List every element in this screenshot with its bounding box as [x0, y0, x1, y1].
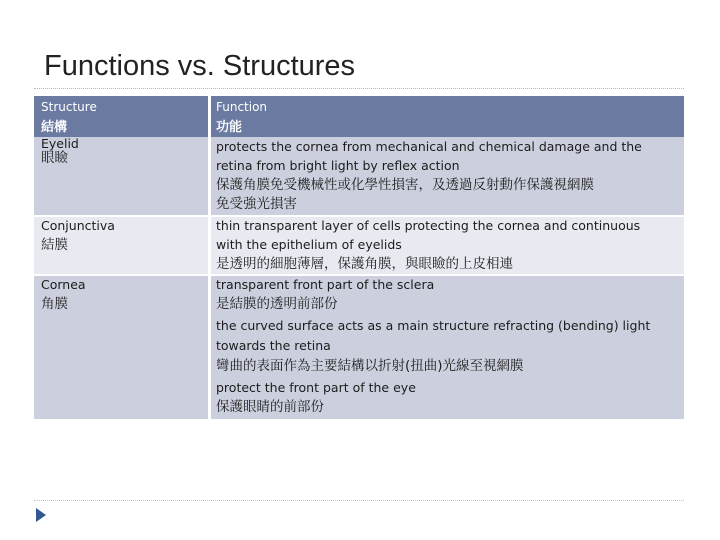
function-line: retina from bright light by reflex action [216, 158, 460, 173]
header-function-zh: 功能 [216, 120, 243, 135]
header-function-en: Function [216, 100, 268, 114]
table-row [34, 216, 684, 275]
function-line: thin transparent layer of cells protecting the cornea and continuous [216, 218, 641, 233]
structure-name-zh: 角膜 [41, 296, 68, 312]
function-line: 彎曲的表面作為主要結構以折射(扭曲)光線至視網膜 [216, 358, 524, 374]
function-line: the curved surface acts as a main structure refracting (bending) light [216, 318, 651, 333]
function-line: protect the front part of the eye [216, 380, 416, 395]
table-row [34, 137, 684, 216]
function-line: 保護角膜免受機械性或化學性損害，及透過反射動作保護視網膜 [216, 177, 594, 193]
function-line: 保護眼睛的前部份 [216, 399, 324, 415]
column-divider [208, 96, 211, 419]
function-line: with the epithelium of eyelids [216, 237, 402, 252]
function-line: 免受強光損害 [216, 196, 297, 212]
row-divider [34, 274, 684, 276]
footer-divider [34, 500, 684, 501]
function-line: 是結膜的透明前部份 [216, 296, 338, 312]
header-structure-zh: 結構 [41, 120, 68, 135]
function-line: 是透明的細胞薄層，保護角膜，與眼瞼的上皮相連 [216, 256, 513, 272]
table-row [34, 275, 684, 419]
structure-name-en: Conjunctiva [41, 218, 115, 233]
function-line: transparent front part of the sclera [216, 277, 435, 292]
title-divider [34, 88, 684, 89]
row-divider [34, 215, 684, 217]
function-line: towards the retina [216, 338, 331, 353]
structure-name-zh: 結膜 [41, 237, 68, 253]
triangle-right-icon [36, 508, 46, 522]
table-header [34, 96, 684, 137]
structure-name-zh: 眼瞼 [41, 150, 68, 166]
function-line: protects the cornea from mechanical and chemical damage and the [216, 139, 642, 154]
slide-title: Functions vs. Structures [44, 50, 356, 82]
structure-name-en: Eyelid [41, 136, 79, 151]
structure-name-en: Cornea [41, 277, 86, 292]
header-structure-en: Structure [41, 100, 97, 114]
